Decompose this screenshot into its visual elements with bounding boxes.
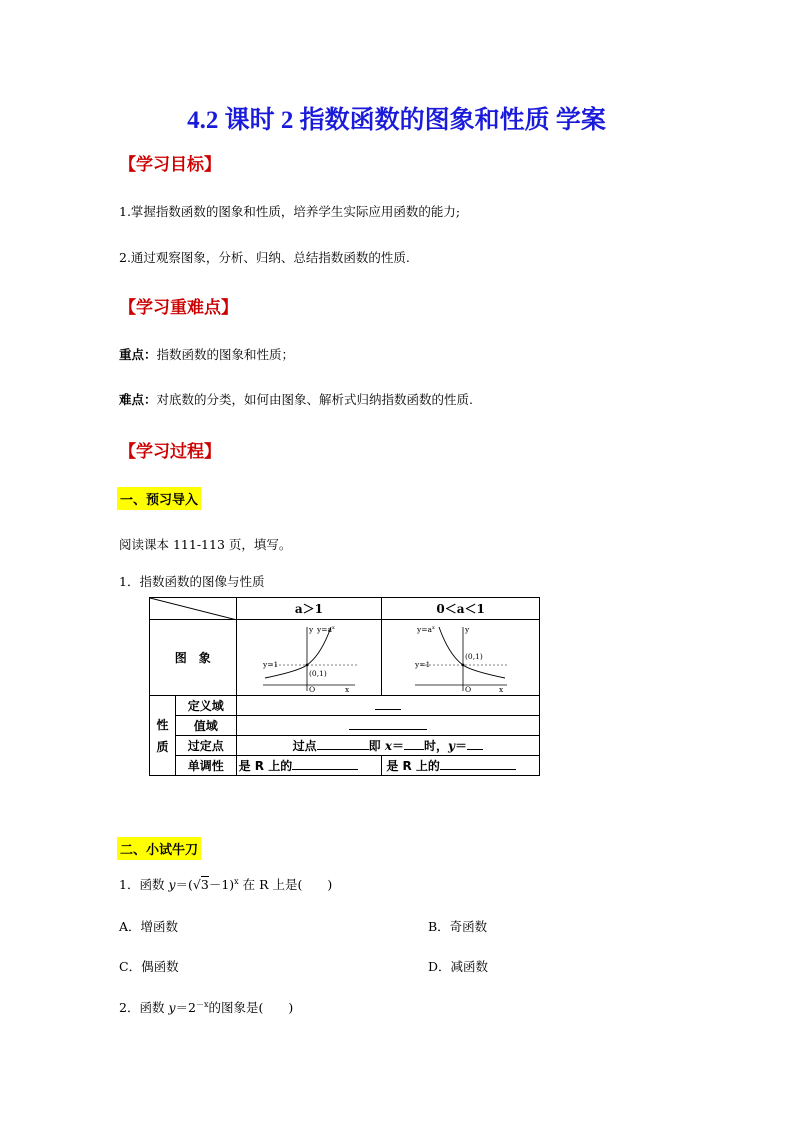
section-goals-heading: 【学习目标】	[119, 155, 221, 175]
point-label: (0,1)	[308, 668, 327, 678]
range-blank[interactable]	[349, 718, 427, 730]
x-axis-label: x	[344, 684, 350, 693]
part2-heading: 二、小试牛刀	[117, 837, 201, 860]
graph-cell-a-gt-1	[236, 620, 382, 696]
x-value-blank[interactable]	[404, 738, 424, 750]
x-axis-label: x	[498, 684, 503, 693]
var-y: y	[448, 739, 455, 753]
section-difficulties-heading: 【学习重难点】	[119, 298, 238, 318]
curve-label-lt1: $y=a^x$	[416, 624, 435, 634]
key-point	[119, 345, 294, 363]
fixed-point-cell	[236, 736, 539, 756]
fixed-point-text-1: 过点	[292, 739, 317, 753]
point-0-1	[461, 663, 464, 666]
exp-function-property-table	[149, 597, 540, 776]
q2-var-y: y	[168, 1000, 176, 1015]
q2-prefix: 2．函数	[119, 1000, 169, 1015]
hard-point-text: 对底数的分类，如何由图象、解析式归纳指数函数的性质.	[156, 392, 473, 407]
q2-eq: ＝2	[175, 1000, 196, 1015]
fixed-point-text-2: 即	[368, 739, 381, 753]
goal-2: 2.通过观察图象，分析、归纳、总结指数函数的性质.	[119, 250, 410, 265]
graph-increasing-exp	[259, 623, 359, 693]
q1-suffix: 在 R 上是( )	[238, 877, 333, 892]
q1-radicand: 3	[200, 877, 209, 892]
line-label-y1: y=1	[262, 659, 279, 669]
line-label-y1: y=1	[414, 659, 430, 669]
option-a[interactable]: A．增函数	[119, 919, 179, 934]
origin-label: O	[464, 684, 471, 693]
eq-sign-2: ＝	[454, 739, 467, 753]
q2-exponent: －x	[195, 999, 209, 1009]
curve-label-gt1: $y=a^x$	[316, 624, 335, 634]
y-value-blank[interactable]	[467, 738, 483, 750]
mono-right-blank[interactable]	[440, 758, 516, 770]
section-process-heading: 【学习过程】	[119, 442, 221, 462]
goal-1: 1.掌握指数函数的图象和性质，培养学生实际应用函数的能力;	[119, 204, 461, 219]
monotonicity-a-gt-1	[236, 756, 382, 776]
key-point-text: 指数函数的图象和性质；	[156, 347, 295, 362]
row-label-fixed-point: 过定点	[175, 736, 236, 756]
option-d[interactable]: D．减函数	[428, 959, 489, 974]
point-0-1	[306, 663, 309, 666]
graph-decreasing-exp	[411, 623, 511, 693]
fixed-point-text-3: 时，	[423, 739, 448, 753]
var-x: x	[384, 739, 392, 753]
graph-cell-a-lt-1	[382, 620, 540, 696]
domain-blank-cell	[236, 696, 539, 716]
row-label-range: 值域	[175, 716, 236, 736]
diagonal-header-cell	[150, 598, 237, 620]
mono-left-text: 是 R 上的	[238, 759, 293, 773]
question-1	[119, 875, 332, 893]
col-header-a-lt-1: 0＜a＜1	[382, 598, 540, 620]
fixed-point-blank[interactable]	[317, 738, 369, 750]
part1-intro: 阅读课本 111-113 页，填写。	[119, 537, 292, 552]
domain-blank[interactable]	[375, 698, 401, 710]
part1-item1: 1．指数函数的图像与性质	[119, 574, 265, 589]
range-blank-cell	[236, 716, 539, 736]
y-axis-label: y	[308, 624, 314, 634]
mono-right-text: 是 R 上的	[386, 759, 440, 773]
q2-suffix: 的图象是( )	[208, 1000, 294, 1015]
option-c[interactable]: C．偶函数	[119, 959, 179, 974]
y-axis-label: y	[464, 624, 469, 634]
q1-exponent: x	[234, 876, 239, 886]
origin-label: O	[308, 684, 316, 693]
hard-point	[119, 390, 473, 408]
row-label-monotonicity: 单调性	[175, 756, 236, 776]
key-point-label: 重点：	[119, 347, 157, 362]
point-label: (0,1)	[464, 651, 483, 661]
row-label-properties: 性 质	[150, 696, 176, 776]
col-header-a-gt-1: a＞1	[236, 598, 382, 620]
q1-tail: －1)	[208, 877, 235, 892]
option-b[interactable]: B．奇函数	[428, 919, 488, 934]
sqrt-sign: √	[192, 877, 201, 892]
q1-var-y: y	[168, 877, 176, 892]
monotonicity-a-lt-1	[382, 756, 540, 776]
page-title: 4.2 课时 2 指数函数的图象和性质 学案	[187, 107, 606, 134]
question-2	[119, 998, 293, 1016]
row-label-domain: 定义域	[175, 696, 236, 716]
q1-eq: ＝(	[175, 877, 193, 892]
eq-sign-1: ＝	[391, 739, 404, 753]
diagonal-line	[150, 598, 237, 620]
mono-left-blank[interactable]	[292, 758, 358, 770]
row-label-graph: 图 象	[150, 620, 237, 696]
hard-point-label: 难点：	[119, 392, 157, 407]
part1-heading: 一、预习导入	[117, 487, 201, 510]
q1-prefix: 1．函数	[119, 877, 169, 892]
